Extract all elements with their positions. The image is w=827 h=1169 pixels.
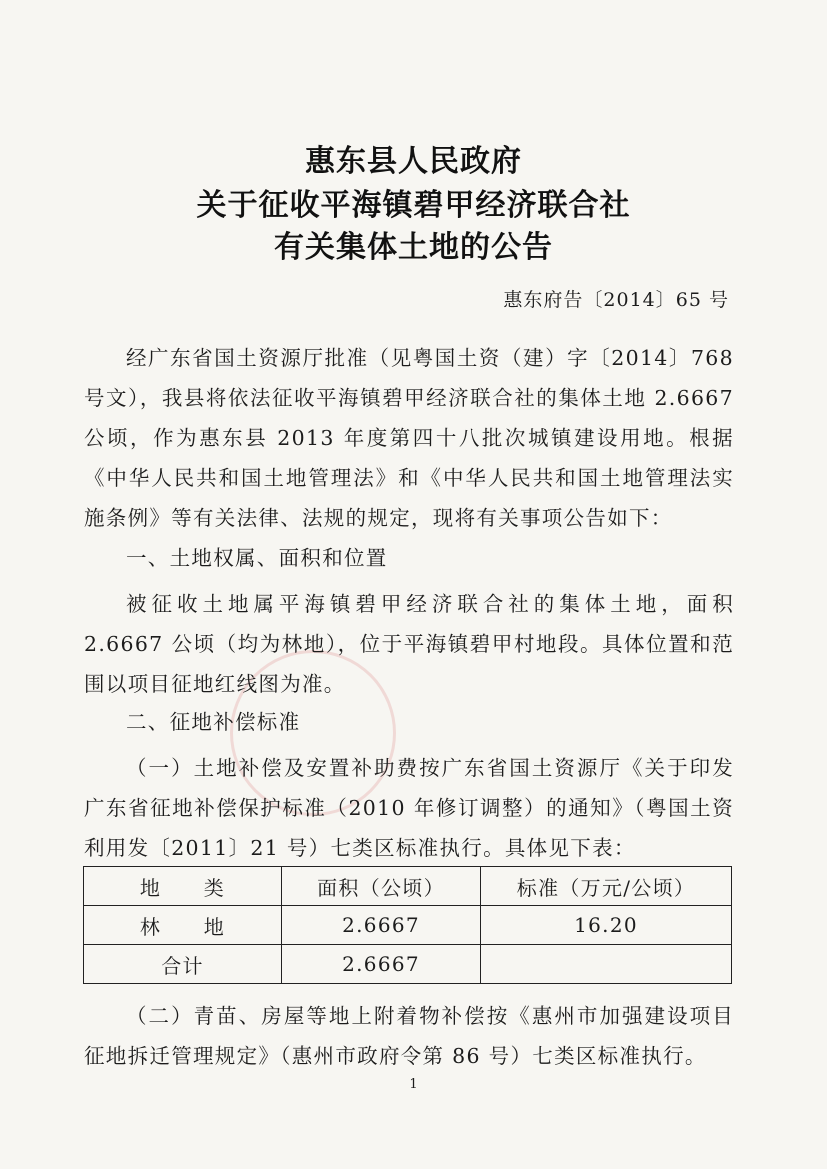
section-1-paragraph <box>84 584 734 704</box>
document-number: 惠东府告〔2014〕65 号 <box>503 289 729 311</box>
header-land-type: 地 类 <box>84 867 282 906</box>
table-row <box>84 906 732 945</box>
section-heading-2-text: 二、征地补偿标准 <box>126 710 301 734</box>
section-heading-1-text: 一、土地权属、面积和位置 <box>126 546 388 570</box>
header-area: 面积（公顷） <box>282 867 481 906</box>
intro-text: 经广东省国土资源厅批准（见粤国土资（建）字〔2014〕768 号文），我县将依法征收平海镇碧甲经济联合社的集体土地 2.6667 公顷，作为惠东县 2013 年度第四十八批次城镇建设用地。根据《中华人民共和国土地管理法》和《中华人民共和国土地管理法实施条例》等有关法律、法规的规定，现将有关事项公告如下： <box>84 346 734 530</box>
section-2-paragraph <box>84 748 734 868</box>
table-total-row <box>84 945 732 984</box>
section-heading-1 <box>84 538 734 578</box>
table-header-row <box>84 867 732 906</box>
cell-total-standard <box>481 945 732 984</box>
cell-total-area: 2.6667 <box>282 945 481 984</box>
title-line-2: 关于征收平海镇碧甲经济联合社 <box>196 188 631 223</box>
cell-land-type: 林 地 <box>84 906 282 945</box>
section-1-text: 被征收土地属平海镇碧甲经济联合社的集体土地，面积 2.6667 公顷（均为林地），位于平海镇碧甲村地段。具体位置和范围以项目征地红线图为准。 <box>84 592 734 696</box>
section-heading-2 <box>84 702 734 742</box>
section-2b-text: （二）青苗、房屋等地上附着物补偿按《惠州市加强建设项目征地拆迁管理规定》（惠州市政府令第 86 号）七类区标准执行。 <box>84 1004 734 1068</box>
section-2b-paragraph <box>84 996 734 1076</box>
page-number: 1 <box>409 1077 418 1092</box>
cell-standard: 16.20 <box>481 906 732 945</box>
title-line-1: 惠东县人民政府 <box>305 144 522 179</box>
title-line-3: 有关集体土地的公告 <box>274 230 553 265</box>
section-2-text: （一）土地补偿及安置补助费按广东省国土资源厅《关于印发广东省征地补偿保护标准（2010 年修订调整）的通知》（粤国土资利用发〔2011〕21 号）七类区标准执行。具体见下表： <box>84 756 734 860</box>
header-standard: 标准（万元/公顷） <box>481 867 732 906</box>
cell-area: 2.6667 <box>282 906 481 945</box>
intro-paragraph <box>84 338 734 538</box>
cell-total-label: 合计 <box>84 945 282 984</box>
compensation-table <box>83 866 732 984</box>
